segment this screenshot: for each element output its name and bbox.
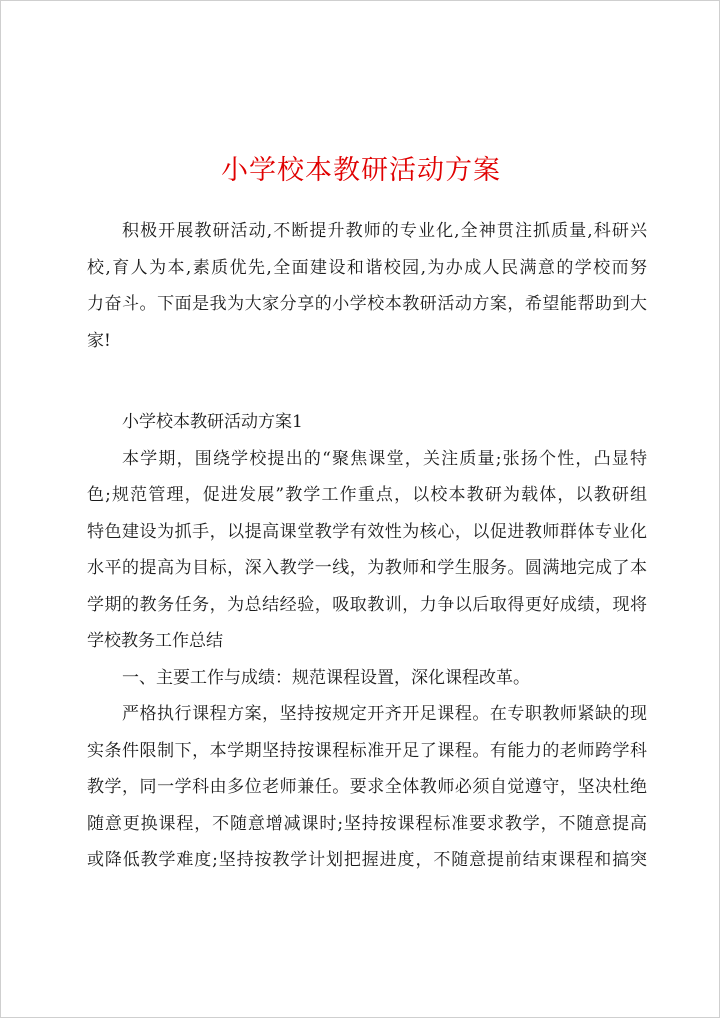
paragraph-line: 教学，同一学科由多位老师兼任。要求全体教师必须自觉遵守，坚决杜绝 (87, 777, 647, 797)
document-title: 小学校本教研活动方案 (221, 155, 501, 186)
subheading: 一、主要工作与成绩：规范课程设置，深化课程改革。 (122, 667, 530, 688)
section-heading: 小学校本教研活动方案1 (122, 412, 303, 432)
paragraph-line: 随意更换课程，不随意增减课时;坚持按课程标准要求教学，不随意提高 (87, 813, 647, 834)
paragraph-line: 特色建设为抓手，以提高课堂教学有效性为核心，以促进教师群体专业化 (87, 521, 647, 542)
paragraph-line: 水平的提高为目标，深入教学一线，为教师和学生服务。圆满地完成了本 (87, 558, 647, 578)
intro-paragraph (87, 213, 647, 359)
paragraph-line: 本学期，围绕学校提出的“聚焦课堂，关注质量;张扬个性，凸显特 (122, 448, 647, 469)
intro-line: 家! (87, 330, 111, 351)
intro-line: 校,育人为本,素质优先,全面建设和谐校园,为办成人民满意的学校而努 (87, 257, 647, 278)
paragraph-line: 实条件限制下，本学期坚持按课程标准开足了课程。有能力的老师跨学科 (87, 740, 647, 761)
intro-line: 积极开展教研活动,不断提升教师的专业化,全神贯注抓质量,科研兴 (122, 221, 647, 241)
paragraph-line: 严格执行课程方案，坚持按规定开齐开足课程。在专职教师紧缺的现 (122, 704, 647, 724)
main-content (87, 404, 647, 879)
paragraph-line: 学校教务工作总结 (87, 631, 223, 651)
paragraph-line: 或降低教学难度;坚持按教学计划把握进度，不随意提前结束课程和搞突 (87, 850, 647, 870)
intro-line: 力奋斗。下面是我为大家分享的小学校本教研活动方案，希望能帮助到大 (87, 294, 647, 314)
paragraph-line: 学期的教务任务，为总结经验，吸取教训，力争以后取得更好成绩，现将 (87, 594, 647, 615)
paragraph-line: 色;规范管理，促进发展”教学工作重点，以校本教研为载体，以教研组 (87, 485, 647, 505)
